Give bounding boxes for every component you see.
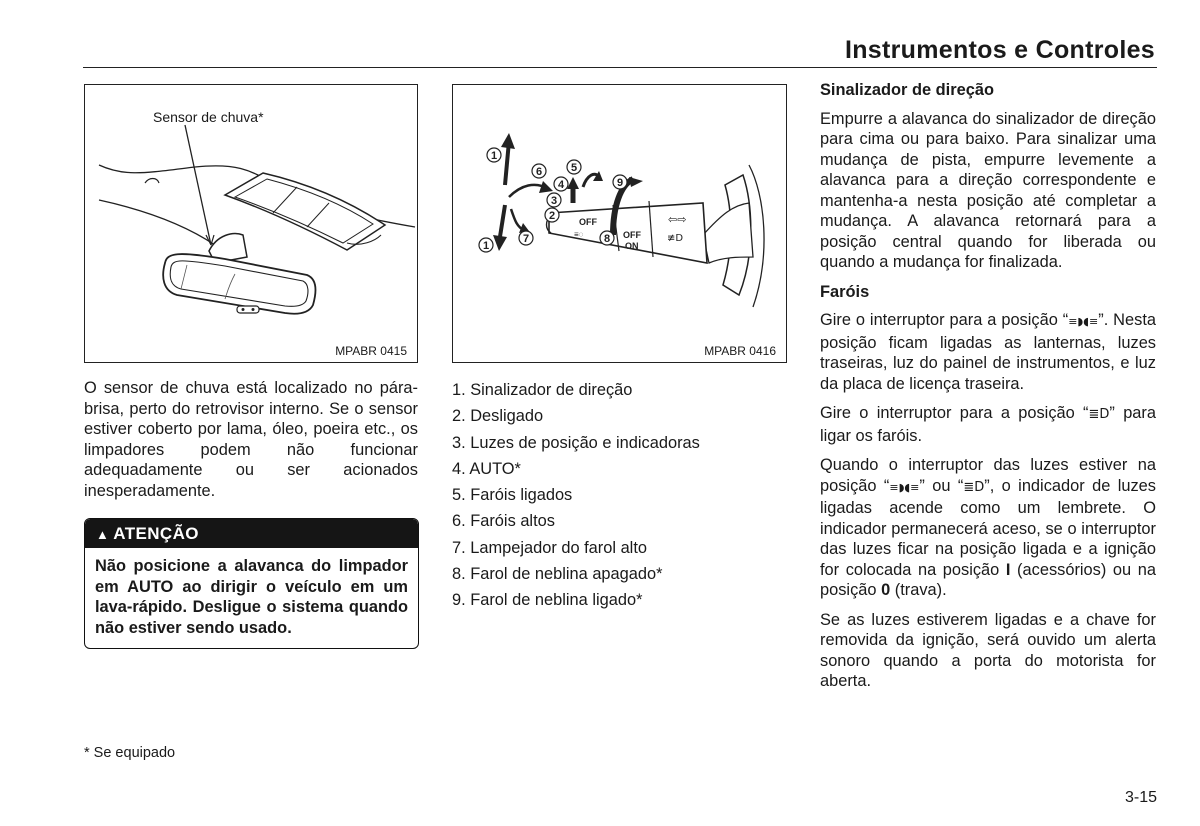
warning-triangle-icon: ▲: [96, 527, 110, 542]
marker-5: 5: [570, 162, 578, 174]
marker-8: 8: [603, 233, 611, 245]
legend-item: 1. Sinalizador de direção: [452, 381, 633, 399]
figure-rain-sensor: [84, 84, 418, 363]
marker-3: 3: [550, 195, 558, 207]
switch-off-right: OFF: [623, 230, 641, 240]
headlights-paragraph-4: Se as luzes estiverem ligadas e a chave for removida da ignição, será ouvido um alerta sonoro quando a porta do motorista for aberta.: [820, 610, 1156, 690]
marker-1-top: 1: [490, 150, 498, 162]
page-title: Instrumentos e Controles: [844, 36, 1155, 64]
parking-lights-icon: ≡◗◖≡: [889, 480, 920, 494]
legend-item: 2. Desligado: [452, 407, 544, 426]
svg-text:⇦⇨: ⇦⇨: [668, 213, 687, 226]
marker-7: 7: [522, 233, 530, 245]
legend-item: 3. Luzes de posição e indicadoras: [452, 433, 700, 452]
footnote: * Se equipado: [84, 745, 176, 761]
figure-light-switch: [452, 84, 787, 363]
switch-on: ON: [625, 241, 639, 251]
legend-item: 4. AUTO*: [452, 459, 521, 478]
figure2-code: MPABR 0416: [704, 344, 776, 358]
marker-2: 2: [548, 210, 556, 222]
rearview-mirror-rain-sensor-illustration: [85, 85, 417, 362]
switch-off-left: OFF: [579, 217, 597, 227]
headlight-icon: ≣D: [963, 479, 985, 495]
legend-item: 7. Lampejador do farol alto: [452, 538, 647, 557]
parking-lights-icon: ≡◗◖≡: [1068, 315, 1099, 328]
header-divider: [83, 67, 1157, 68]
svg-text:≢D: ≢D: [667, 233, 684, 244]
turn-signal-heading: Sinalizador de direção: [820, 81, 994, 99]
legend-item: 5. Faróis ligados: [452, 486, 573, 505]
page-number: 3-15: [1124, 789, 1157, 806]
marker-9: 9: [616, 177, 624, 189]
svg-text:≡◌: ≡◌: [574, 230, 584, 239]
headlights-heading: Faróis: [820, 282, 870, 301]
headlight-icon: ≣D: [1088, 407, 1110, 422]
warning-header: [85, 519, 418, 548]
headlights-paragraph-3: Quando o interruptor das luzes estiver na posição “≡◗◖≡” ou “≣D”, o indicador de luzes ligadas acende como um lembrete. O indicador permanecerá aceso, se o interruptor das luzes ficar na posição ligada e a ignição for colocada na posição I (acessórios) ou na posição 0 (trava).: [820, 456, 1156, 599]
legend-item: 6. Faróis altos: [452, 512, 555, 531]
marker-6: 6: [535, 166, 543, 178]
figure1-code: MPABR 0415: [335, 344, 407, 358]
column-3: [820, 80, 1156, 701]
figure2-legend: [452, 377, 752, 614]
figure1-label: Sensor de chuva*: [153, 109, 264, 125]
turn-signal-paragraph: Empurre a alavanca do sinalizador de direção para cima ou para baixo. Para sinalizar uma mudança de pista, empurre levemente a alavanca para a direção correspondente e mantenha-a nesta posição até completar a mudança. A alavanca retornará para a posição central quando for liberada ou quando a mudança for finalizada.: [820, 109, 1156, 271]
rain-sensor-paragraph: O sensor de chuva está localizado no pára-brisa, perto do retrovisor interno. Se o sensor estiver coberto por lama, óleo, poeira etc., os limpadores podem não funcionar adequadamente ou ser acionados inesperadamente.: [84, 379, 418, 500]
legend-item: 9. Farol de neblina ligado*: [452, 591, 643, 610]
headlights-paragraph-2: Gire o interruptor para a posição “≣D” para ligar os faróis.: [820, 404, 1156, 445]
marker-1-bottom: 1: [482, 240, 490, 252]
headlights-paragraph-1: Gire o interruptor para a posição “≡◗◖≡”. Nesta posição ficam ligadas as lanternas, luzes traseiras, luz do painel de instrumentos, e luz da placa de licença traseira.: [820, 311, 1156, 393]
warning-box: [84, 518, 419, 649]
light-switch-lever-illustration: [453, 85, 786, 362]
warning-text: Não posicione a alavanca do limpador em AUTO ao dirigir o veículo em um lava-rápido. Desligue o sistema quando não estiver sendo usado.: [95, 557, 408, 637]
legend-item: 8. Farol de neblina apagado*: [452, 565, 663, 584]
warning-title: ATENÇÃO: [113, 524, 199, 543]
marker-4: 4: [557, 179, 565, 191]
